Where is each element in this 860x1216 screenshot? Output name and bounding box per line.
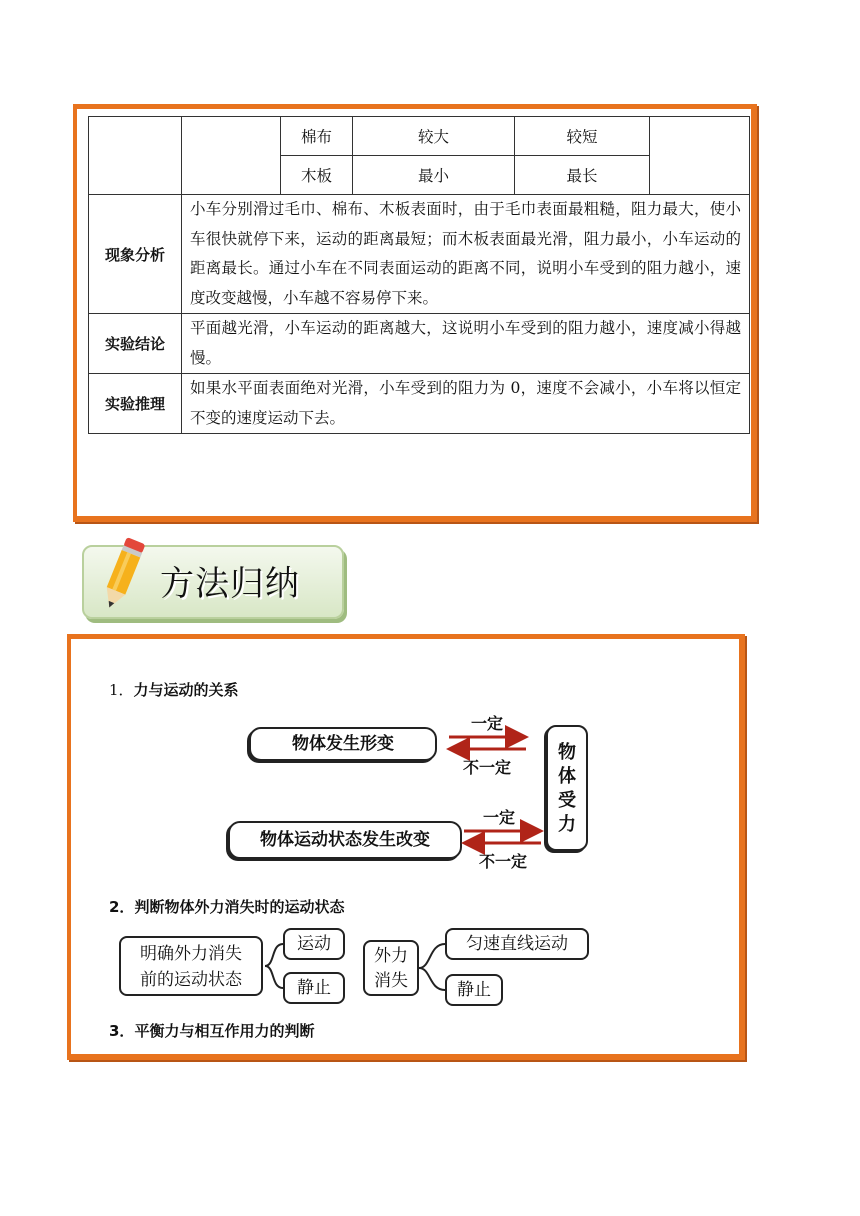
inference-text: 如果水平面表面绝对光滑，小车受到的阻力为 0，速度不会减小，小车将以恒定不变的速度运动下去。 (182, 374, 750, 434)
still-box: 静止 (283, 972, 345, 1004)
section-2-title: 2．判断物体外力消失时的运动状态 (109, 898, 345, 916)
analysis-text: 小车分别滑过毛巾、棉布、木板表面时，由于毛巾表面最粗糙，阻力最大，使小车很快就停下来，运动的距离最短；而木板表面最光滑，阻力最小，小车运动的距离最长。通过小车在不同表面运动的距离不同，说明小车受到的阻力越小，速度改变越慢，小车越不容易停下来。 (182, 195, 750, 314)
motion-change-box: 物体运动状态发生改变 (228, 821, 462, 859)
distance-cell: 较短 (515, 117, 650, 156)
force-box: 物体受力 (546, 725, 588, 851)
must-label-1: 一定 (471, 714, 504, 733)
deform-box: 物体发生形变 (249, 727, 437, 761)
table-row (89, 374, 750, 434)
distance-cell: 最长 (515, 156, 650, 195)
uniform-motion-box: 匀速直线运动 (445, 928, 589, 960)
state-brackets (71, 639, 743, 1059)
initial-state-box: 明确外力消失 前的运动状态 (119, 936, 263, 996)
not-must-label-1: 不一定 (463, 758, 512, 777)
resistance-cell: 较大 (353, 117, 515, 156)
table-row (89, 117, 750, 156)
heading-title: 方法归纳 (160, 564, 300, 604)
experiment-table (88, 116, 750, 434)
must-label-2: 一定 (483, 808, 516, 827)
conclusion-text: 平面越光滑，小车运动的距离越大，这说明小车受到的阻力越小，速度减小得越慢。 (182, 314, 750, 374)
inference-label: 实验推理 (89, 374, 182, 434)
moving-box: 运动 (283, 928, 345, 960)
surface-cell: 棉布 (281, 117, 353, 156)
experiment-frame (73, 104, 757, 522)
resistance-cell: 最小 (353, 156, 515, 195)
table-row (89, 195, 750, 314)
conclusion-label: 实验结论 (89, 314, 182, 374)
method-frame (67, 634, 745, 1060)
surface-cell: 木板 (281, 156, 353, 195)
section-3-title: 3．平衡力与相互作用力的判断 (109, 1022, 315, 1040)
still-result-box: 静止 (445, 974, 503, 1006)
analysis-label: 现象分析 (89, 195, 182, 314)
force-vanish-box: 外力 消失 (363, 940, 419, 996)
table-row (89, 314, 750, 374)
pencil-icon (92, 536, 152, 614)
not-must-label-2: 不一定 (479, 852, 528, 871)
section-1-title: 1．力与运动的关系 (109, 681, 239, 699)
